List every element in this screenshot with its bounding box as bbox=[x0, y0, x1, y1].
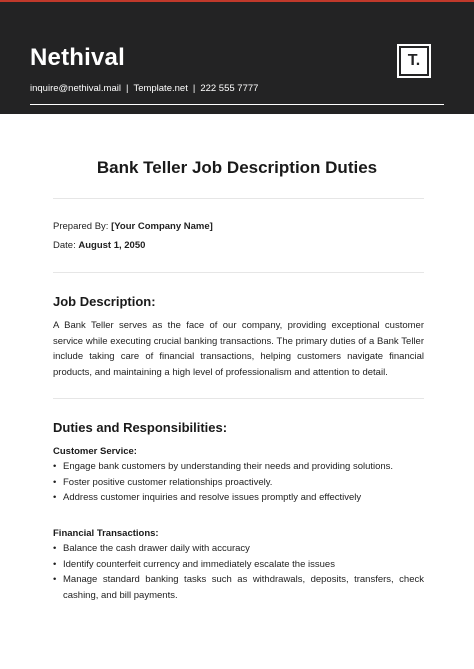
list-item: • Balance the cash drawer daily with accuracy bbox=[53, 541, 424, 557]
job-description-heading: Job Description: bbox=[53, 294, 156, 309]
company-name: Nethival bbox=[30, 44, 125, 71]
prepared-by-label: Prepared By: bbox=[53, 221, 109, 232]
separator: | bbox=[192, 83, 196, 94]
date-value: August 1, 2050 bbox=[78, 240, 146, 251]
divider bbox=[53, 398, 424, 399]
list-item: • Engage bank customers by understanding their needs and providing solutions. bbox=[53, 459, 424, 475]
financial-transactions-subheading: Financial Transactions: bbox=[53, 528, 159, 539]
document-title: Bank Teller Job Description Duties bbox=[96, 158, 378, 177]
list-item: • Foster positive customer relationships proactively. bbox=[53, 475, 424, 491]
list-item: • Identify counterfeit currency and immediately escalate the issues bbox=[53, 557, 424, 573]
phone-text: 222 555 7777 bbox=[200, 83, 259, 94]
separator: | bbox=[125, 83, 129, 94]
customer-service-subheading: Customer Service: bbox=[53, 446, 137, 457]
logo-letter: T. bbox=[399, 46, 429, 76]
divider bbox=[53, 198, 424, 199]
prepared-by-value: [Your Company Name] bbox=[111, 221, 213, 232]
contact-line bbox=[30, 83, 258, 94]
divider bbox=[53, 272, 424, 273]
financial-transactions-list bbox=[53, 541, 424, 603]
customer-service-list bbox=[53, 459, 424, 506]
document-date bbox=[53, 240, 145, 251]
job-description-text: A Bank Teller serves as the face of our company, providing exceptional customer service while executing crucial banking transactions. The primary duties of a Bank Teller include taking care of financial transactions, helping customers navigate financial products, and maintaining a high level of professionalism and attention to detail. bbox=[53, 320, 424, 378]
prepared-by bbox=[53, 221, 213, 232]
duties-heading: Duties and Responsibilities: bbox=[53, 420, 228, 435]
header-divider bbox=[30, 104, 444, 105]
email-text: inquire@nethival.mail bbox=[30, 83, 121, 94]
template-logo bbox=[397, 44, 431, 78]
letterhead bbox=[0, 0, 474, 114]
list-item: • Address customer inquiries and resolve issues promptly and effectively bbox=[53, 490, 424, 506]
date-label: Date: bbox=[53, 240, 76, 251]
website-text: Template.net bbox=[133, 83, 188, 94]
list-item: • Manage standard banking tasks such as withdrawals, deposits, transfers, check cashing, and bill payments. bbox=[53, 572, 424, 603]
